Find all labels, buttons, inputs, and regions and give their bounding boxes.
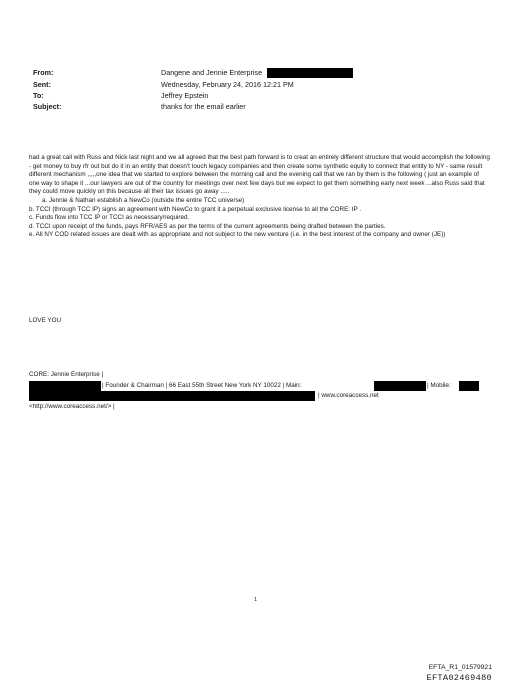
list-item: e. All NY COD related issues are dealt with as appropriate and not subject to the new venture (i.e. in the best interest of the company and owner (JE)) [29,231,446,239]
redaction-block [459,381,479,391]
sent-value: Wednesday, February 24, 2016 12:21 PM [161,80,294,89]
sent-label: Sent: [33,80,51,89]
subject-label: Subject: [33,102,62,111]
body-paragraph: had a great call with Russ and Nick last night and we all agreed that the best path forward is to creat an entirely different structure that would accomplish the following - get money to buy rfr out but do it in an entity that doesn't touch legacy companies and then create some synthetic equity to connect that entity to NY - same result different mechanism ,,,,,one idea that we started to explore between the morning call and the evening call that we ran by them is the following ( just an example of one way to shape it ...our lawyers are out of the country for meetings over next few days but we expect to get them something early next week ...also Russ said that they could move quickly on this because all their tax issues go away ..... [29,154,490,196]
signature-link[interactable]: <http://www.coreaccess.net/> | [29,402,115,410]
list-item: a. Jennie & Nathan establish a NewCo (outside the entire TCC universe) [42,196,245,204]
signature-title-address: | Founder & Chairman | 66 East 55th Street New York NY 10022 | Main: [102,381,302,389]
redaction-block [29,381,101,391]
redaction-block [267,68,353,78]
signature-block [29,370,499,412]
signature-line-2 [29,381,499,392]
redaction-block [29,391,315,401]
email-body [29,154,491,240]
signature-mobile-label: | Mobile: [427,381,451,389]
signature-line-3 [29,391,499,402]
from-sender-name: Dangene and Jennie Enterprise [161,68,263,77]
page-number: 1 [254,597,258,603]
list-item: c. Funds flow into TCC IP or TCCI as necessary/required. [29,214,190,222]
list-item: b. TCCI (through TCC IP) signs an agreement with NewCo to grant it a perpetual exclusive license to all the CORE: IP . [29,205,362,213]
signature-website[interactable]: | www.coreaccess.net [318,392,379,399]
efta-reference-large: EFTA02469480 [426,673,492,683]
subject-value: thanks for the email earlier [161,102,246,111]
signature-line-4 [29,402,499,413]
signature-line-1 [29,370,499,381]
efta-reference-small: EFTA_R1_01579921 [428,664,492,671]
signature-company: CORE: Jennie Enterprise | [29,371,104,378]
from-value [161,68,353,78]
list-item: d. TCCI upon receipt of the funds, pays RFR/AES as per the terms of the current agreements being drafted between the parties. [29,222,386,230]
redaction-block [374,381,426,391]
to-value: Jeffrey Epstein [161,91,209,100]
from-label: From: [33,68,54,77]
to-label: To: [33,91,44,100]
closing-text: LOVE YOU [29,317,62,324]
proposal-list [29,197,491,240]
